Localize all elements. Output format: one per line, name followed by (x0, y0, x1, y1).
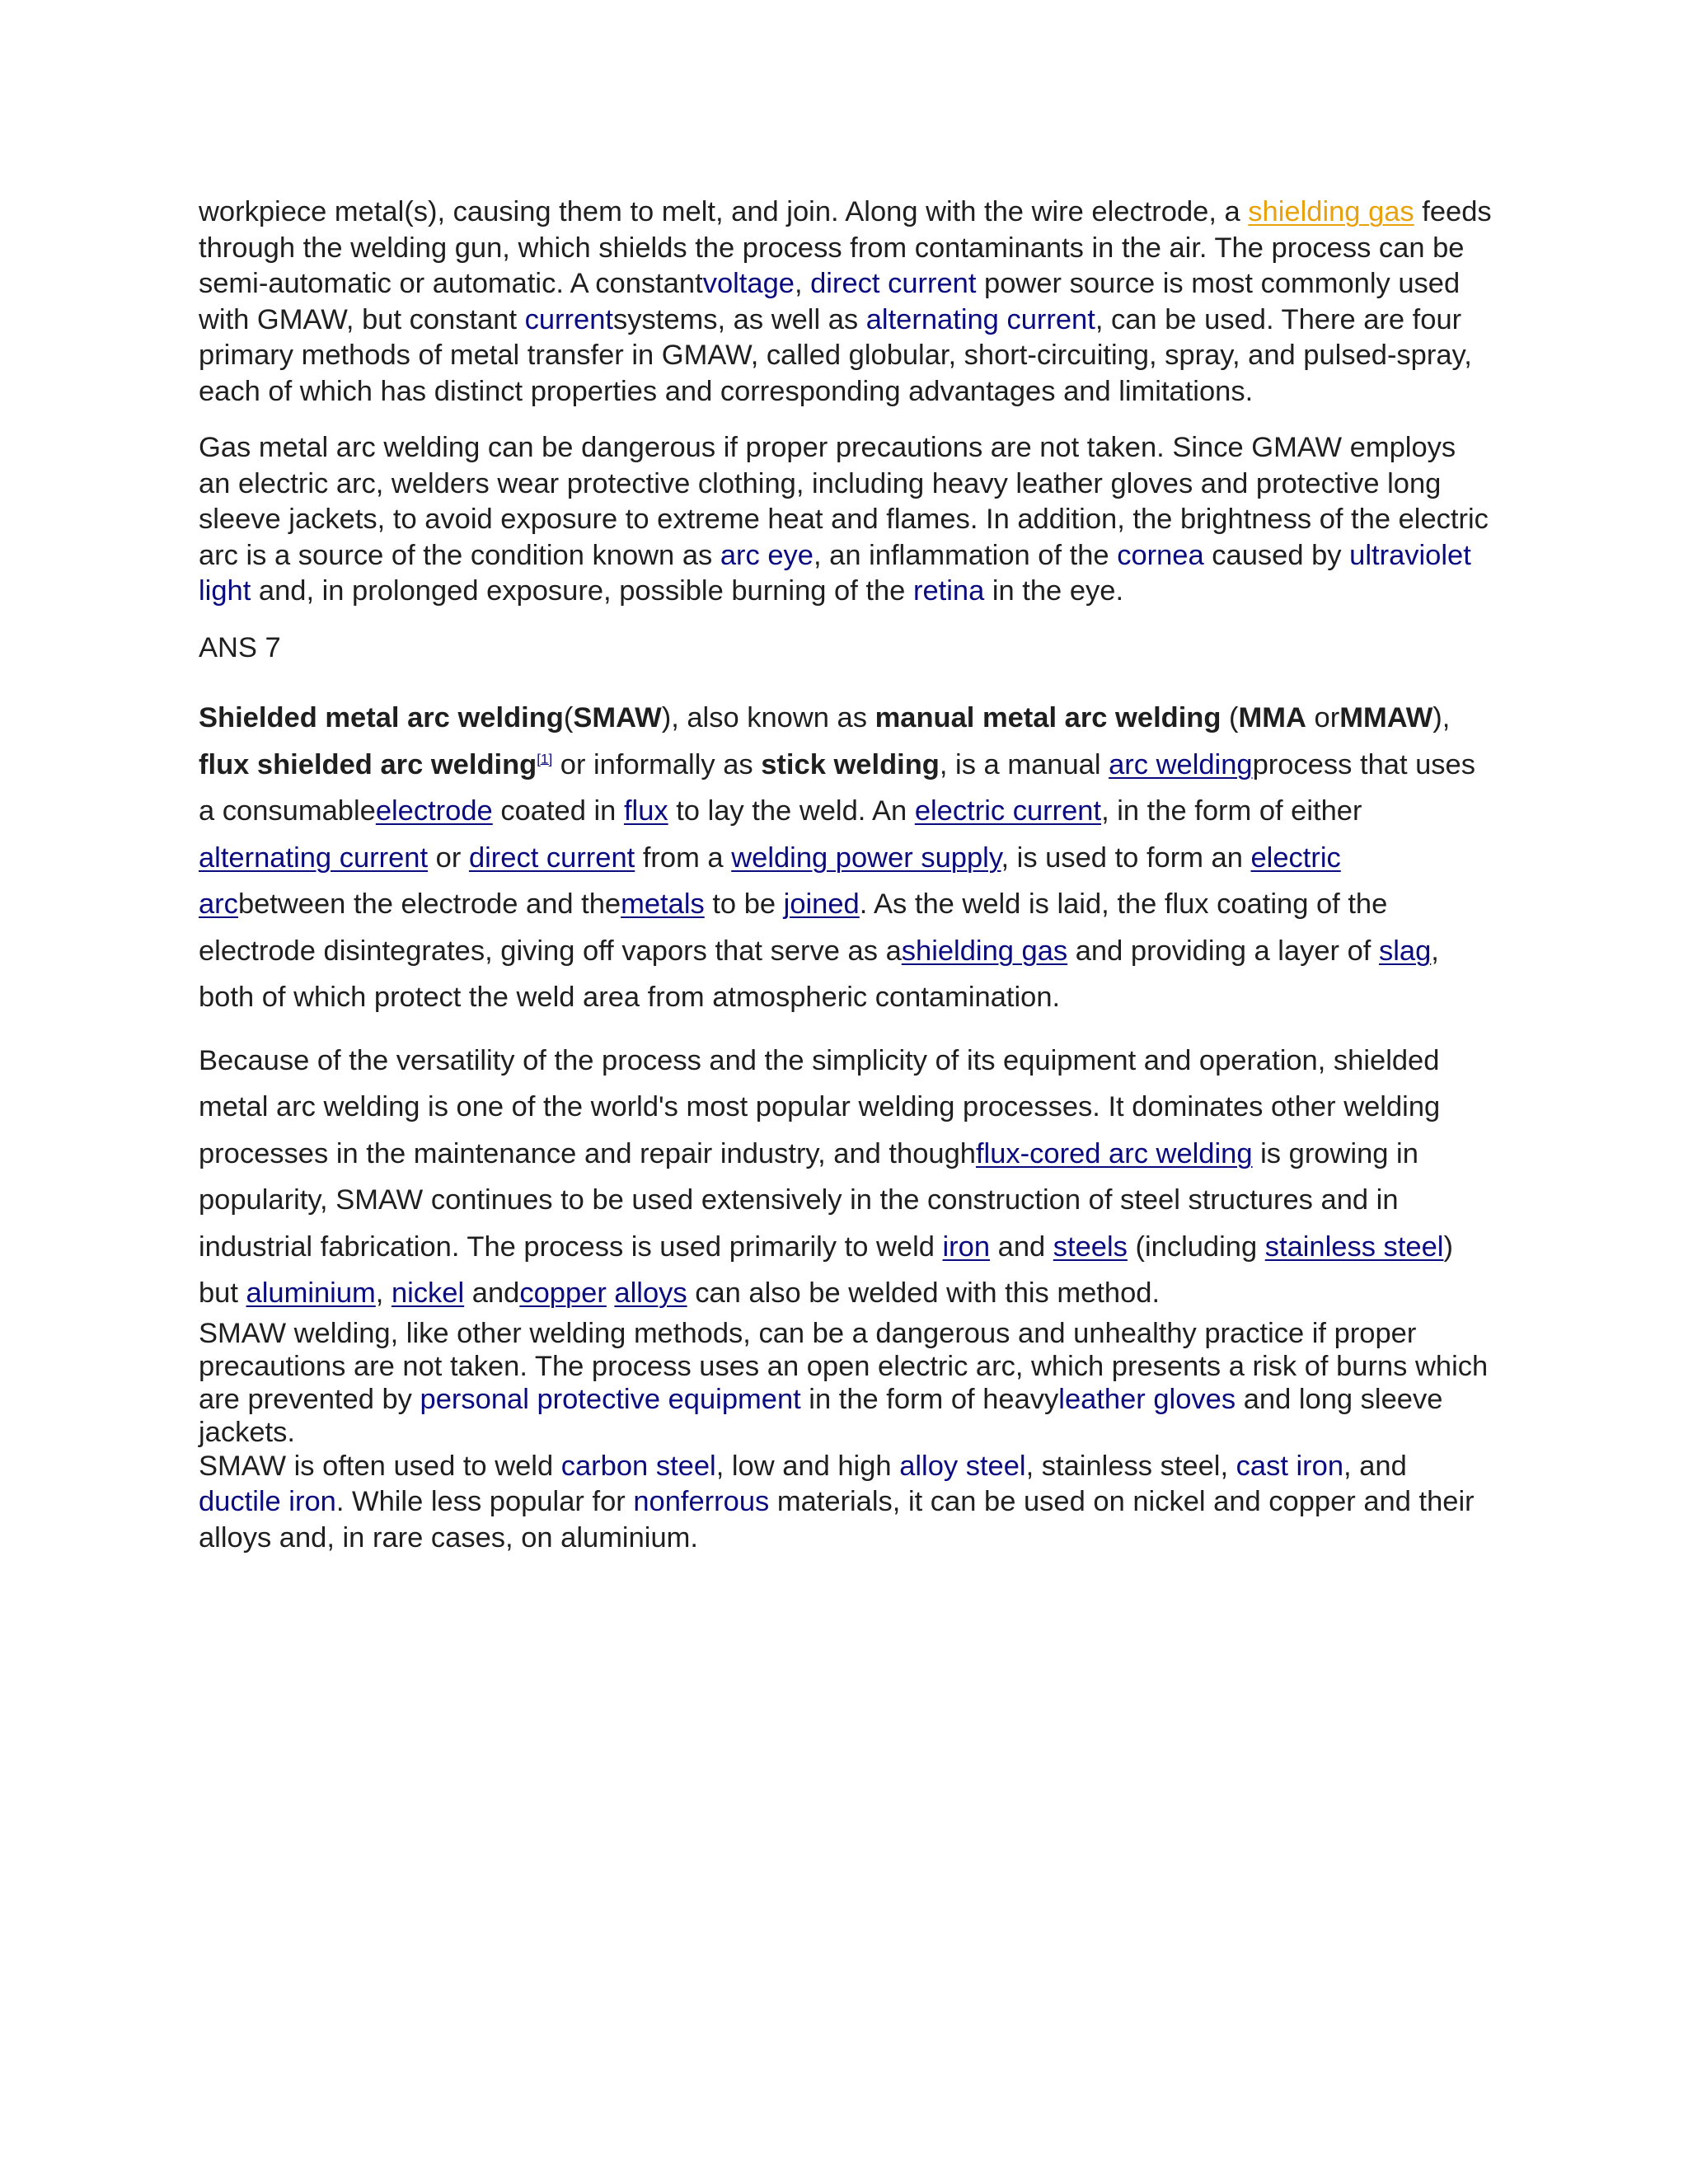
text-run: SMAW is often used to weld (199, 1450, 561, 1482)
inline-link[interactable]: leather gloves (1058, 1383, 1236, 1415)
inline-link[interactable]: alternating current (199, 841, 429, 874)
inline-link[interactable]: stainless steel (1264, 1230, 1444, 1263)
bold-term: manual metal arc welding (874, 702, 1221, 733)
text-run: , low and high (715, 1450, 900, 1482)
text-run: ), also known as (661, 702, 875, 733)
text-run: . As the weld is laid, the flux coating of the electrode disintegrates, giving off vapors that serve as a (199, 888, 1388, 967)
text-run: , (375, 1277, 392, 1309)
text-run: or (428, 841, 469, 874)
text-run: systems, as well as (613, 303, 866, 335)
text-run: in the eye. (984, 575, 1124, 607)
text-run: process that uses a consumable (199, 748, 1475, 827)
inline-link[interactable]: carbon steel (560, 1450, 716, 1482)
text-run: ANS 7 (199, 631, 281, 663)
text-run: in the form of heavy (800, 1383, 1059, 1415)
text-run: , and (1343, 1450, 1407, 1482)
inline-link[interactable]: arc eye (720, 539, 814, 571)
inline-link[interactable]: nonferrous (633, 1486, 770, 1517)
paragraph-smaw-popularity (199, 1038, 1493, 1317)
inline-link[interactable]: copper (519, 1277, 607, 1309)
text-run: and (464, 1277, 520, 1309)
text-run: to lay the weld. An (668, 795, 915, 827)
text-run: can also be welded with this method. (687, 1277, 1160, 1309)
text-run: power source is most commonly used with GMAW, but constant (199, 268, 1461, 335)
document-body (199, 194, 1493, 1556)
text-run: or informally as (552, 748, 762, 780)
text-run (607, 1277, 615, 1309)
text-run: , is used to form an (1001, 841, 1251, 874)
inline-link[interactable]: direct current (468, 841, 635, 874)
inline-link[interactable]: iron (942, 1230, 991, 1263)
text-run: ( (1221, 702, 1239, 733)
inline-link[interactable]: current (524, 303, 613, 335)
text-run: is growing in popularity, SMAW continues to be used extensively in the construction of steel structures and in industrial fabrication. The process is used primarily to weld (199, 1137, 1418, 1263)
inline-link[interactable]: arc welding (1109, 748, 1253, 780)
bold-term: MMAW (1339, 702, 1433, 733)
text-run: , both of which protect the weld area from atmospheric contamination. (199, 935, 1439, 1013)
inline-link[interactable]: electric arc (199, 841, 1341, 920)
paragraph-smaw-materials (199, 1449, 1493, 1557)
inline-link[interactable]: steels (1053, 1230, 1128, 1263)
text-run: or (1306, 702, 1340, 733)
inline-link[interactable]: direct current (810, 268, 977, 299)
text-run: , in the form of either (1101, 795, 1362, 827)
footnote-reference[interactable]: [1] (537, 751, 553, 766)
inline-link[interactable]: shielding gas (1248, 196, 1414, 227)
paragraph-smaw-safety (199, 1317, 1493, 1449)
text-run: ( (563, 702, 574, 733)
text-run: Gas metal arc welding can be dangerous if proper precautions are not taken. Since GMAW employs an electric arc, welders wear protective clothing, including heavy leather gloves and protective long sleeve jackets, to avoid exposure to extreme heat and flames. In addition, the brightness of the electric arc is a source of the condition known as (199, 432, 1489, 571)
text-run: workpiece metal(s), causing them to melt, and join. Along with the wire electrode, a (199, 196, 1249, 227)
text-run: , can be used. There are four primary methods of metal transfer in GMAW, called globular, short-circuiting, spray, and pulsed-spray, each of which has distinct properties and corresponding advantages and limitations. (199, 303, 1472, 407)
text-run: feeds through the welding gun, which shields the process from contaminants in the air. The process can be semi-automatic or automatic. A constant (199, 196, 1492, 299)
text-run: , (794, 268, 811, 299)
inline-link[interactable]: ductile iron (199, 1486, 336, 1517)
inline-link[interactable]: alloy steel (899, 1450, 1026, 1482)
text-run: to be (704, 888, 784, 920)
inline-link[interactable]: aluminium (246, 1277, 376, 1309)
inline-link[interactable]: flux (623, 795, 668, 827)
text-run: and, in prolonged exposure, possible burning of the (251, 575, 913, 607)
answer-heading (199, 630, 1493, 667)
bold-term: stick welding (761, 748, 940, 780)
bold-term: flux shielded arc welding (199, 748, 537, 780)
text-run: between the electrode and the (237, 888, 621, 920)
inline-link[interactable]: ultraviolet light (199, 539, 1471, 607)
inline-link[interactable]: welding power supply (731, 841, 1001, 874)
inline-link[interactable]: alloys (614, 1277, 687, 1309)
inline-link[interactable]: electrode (375, 795, 493, 827)
text-run: , stainless steel, (1025, 1450, 1236, 1482)
text-run: , an inflammation of the (813, 539, 1118, 571)
inline-link[interactable]: retina (912, 575, 985, 607)
paragraph-gmaw-process (199, 194, 1493, 410)
inline-link[interactable]: personal protective equipment (420, 1383, 801, 1415)
text-run: coated in (492, 795, 624, 827)
text-run: ), (1432, 702, 1451, 733)
inline-link[interactable]: nickel (391, 1277, 465, 1309)
bold-term: SMAW (573, 702, 662, 733)
inline-link[interactable]: shielding gas (901, 935, 1068, 967)
inline-link[interactable]: voltage (702, 268, 795, 299)
bold-term: MMA (1238, 702, 1306, 733)
text-run: caused by (1203, 539, 1350, 571)
inline-link[interactable]: metals (621, 888, 705, 920)
inline-link[interactable]: cast iron (1236, 1450, 1344, 1482)
paragraph-smaw-definition (199, 695, 1493, 1021)
text-run: and providing a layer of (1067, 935, 1379, 967)
inline-link[interactable]: joined (783, 888, 860, 920)
paragraph-gmaw-safety (199, 430, 1493, 610)
text-run: ) but (199, 1230, 1453, 1309)
text-run: , is a manual (939, 748, 1109, 780)
text-run: and long sleeve jackets. (199, 1383, 1443, 1448)
text-run: (including (1127, 1230, 1265, 1263)
text-run: and (990, 1230, 1053, 1263)
inline-link[interactable]: slag (1378, 935, 1432, 967)
inline-link[interactable]: electric current (914, 795, 1102, 827)
inline-link[interactable]: cornea (1117, 539, 1204, 571)
text-run: SMAW welding, like other welding methods, can be a dangerous and unhealthy practice if proper precautions are not taken. The process uses an open electric arc, which presents a risk of burns which are prevented by (199, 1317, 1489, 1415)
text-run: materials, it can be used on nickel and copper and their alloys and, in rare cases, on aluminium. (199, 1486, 1475, 1554)
text-run: from a (635, 841, 732, 874)
text-run: Because of the versatility of the process and the simplicity of its equipment and operation, shielded metal arc welding is one of the world's most popular welding processes. It dominates other welding processes in the maintenance and repair industry, and though (199, 1044, 1441, 1169)
text-run: . While less popular for (335, 1486, 634, 1517)
bold-term: Shielded metal arc welding (199, 702, 564, 733)
inline-link[interactable]: alternating current (865, 303, 1095, 335)
inline-link[interactable]: flux-cored arc welding (975, 1137, 1253, 1169)
